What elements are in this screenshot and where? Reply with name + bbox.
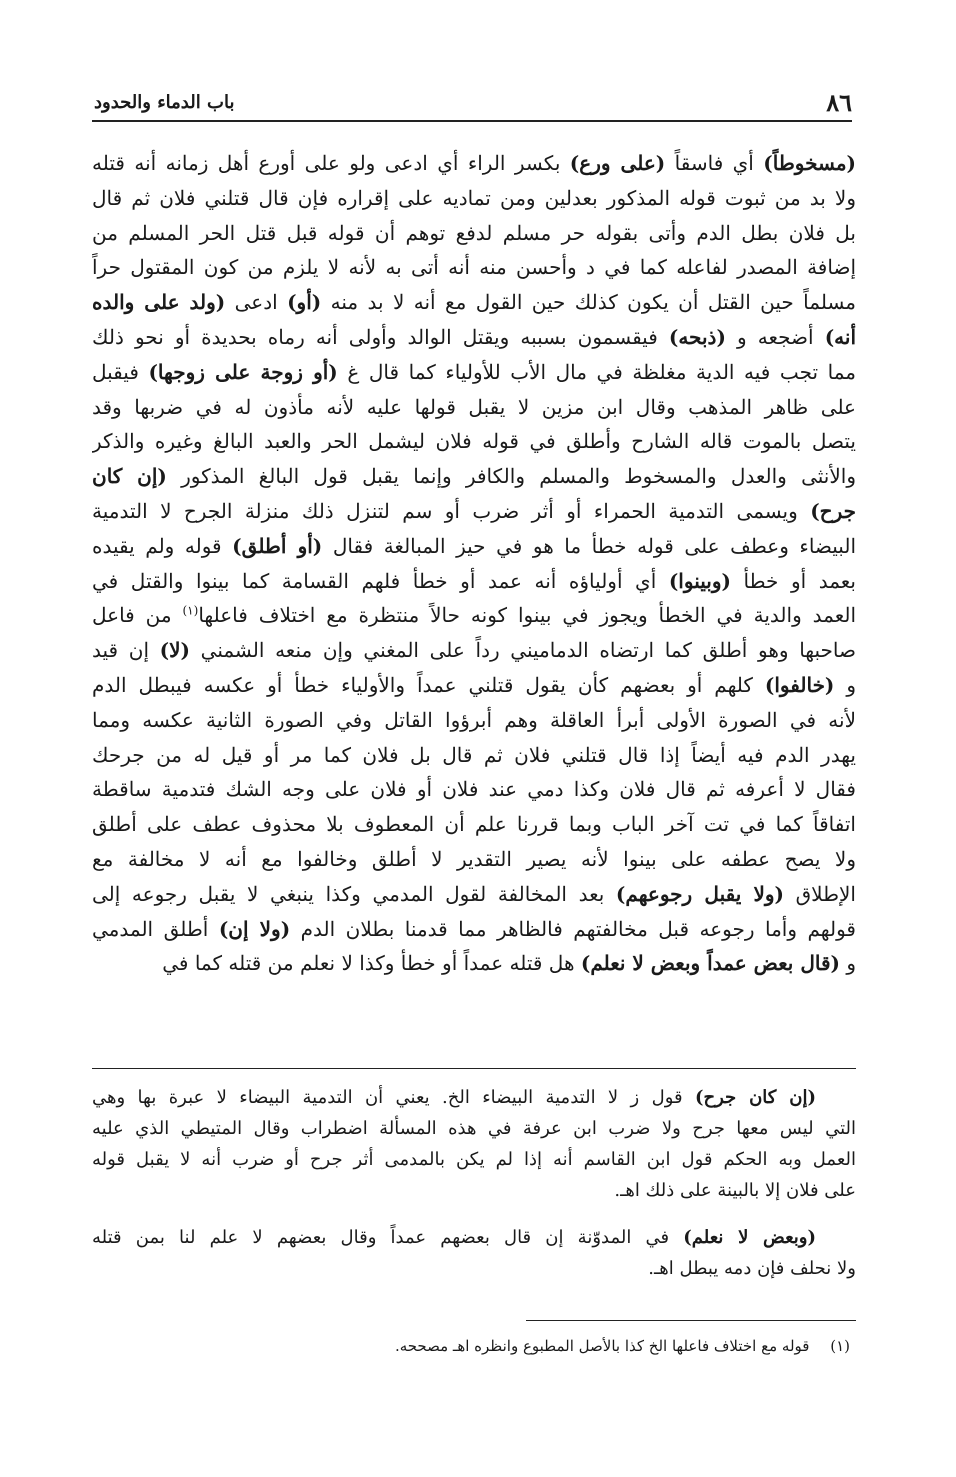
- bold-term: أنه): [824, 324, 856, 349]
- text-segment: ولا يصح عطفه على بينوا لأنه يصير التقدير لا أطلق وخالفوا مع أنه لا مخالفة مع: [92, 846, 856, 871]
- bold-term: (ولا إن): [218, 916, 291, 941]
- text-line: [92, 285, 856, 320]
- text-line: [92, 772, 856, 807]
- text-segment: ادعى: [225, 290, 288, 315]
- text-segment: أطلق المدمي: [92, 916, 219, 941]
- text-line: [92, 494, 856, 529]
- text-segment: بعمد أو خطأ: [730, 568, 856, 593]
- text-segment: ولا نحلف فإن دمه يبطل اهـ.: [648, 1258, 856, 1279]
- text-line: [92, 807, 856, 842]
- text-line: [92, 459, 856, 494]
- text-segment: كلهم أو بعضهم كأن يقول قتلني عمداً والأولياء خطأ أو عكسه فيبطل الدم: [92, 672, 765, 697]
- text-line: [92, 390, 856, 425]
- bold-term: (ذبحه): [668, 324, 726, 349]
- text-segment: أي أولياؤه أنه عمد أو خطأ فلهم القسامة كما بينوا والقتل في: [92, 568, 669, 593]
- text-segment: إن قيد: [92, 638, 160, 663]
- text-line: [92, 320, 856, 355]
- text-line: [92, 668, 856, 703]
- text-segment: بل فلان بطل الدم وأتى بقوله حر مسلم لدفع توهم أن قوله قبل قتل الحر المسلم من: [92, 220, 856, 245]
- text-line: [92, 250, 856, 285]
- bold-term: (ولد على والده: [92, 290, 226, 315]
- text-segment: اتفاقاً كما في تت آخر الباب وبما قررنا علم أن المعطوف بلا محذوف عطف على أطلق: [92, 812, 856, 837]
- text-segment: على ظاهر المذهب وقال ابن مزين لا يقبل قولها عليه لأنه مأذون له في ضربها وقد: [92, 394, 856, 419]
- text-line: [92, 633, 856, 668]
- text-segment: مسلماً حين القتل أن يكون كذلك حين القول مع أنه لا بد منه: [321, 290, 856, 315]
- text-line: [92, 216, 856, 251]
- text-line: [92, 1222, 856, 1253]
- bold-term: (مسخوطاً): [763, 151, 856, 175]
- chapter-title: باب الدماء والحدود: [94, 92, 235, 113]
- text-segment: يهدر الدم فيه أيضاً إذا قال قتلني فلان ثم قال بل فلان كما مر أو قيل له من جرحك: [92, 742, 856, 767]
- text-line: [92, 703, 856, 738]
- text-line: [92, 598, 856, 633]
- bold-term: (أو): [287, 290, 322, 315]
- text-line: [92, 1144, 856, 1175]
- text-line: [92, 738, 856, 773]
- text-line: [92, 1082, 856, 1113]
- text-line: [92, 946, 856, 981]
- footnote: [92, 1334, 856, 1358]
- text-segment: فقال لا أعرفه ثم قال فلان وكذا دمي عند فلان أو فلان على وجه الشك فتدمية ساقطة: [92, 777, 856, 802]
- text-line: [92, 424, 856, 459]
- footnote-separator: [526, 1320, 856, 1321]
- text-segment: العمد والدية في الخطأ ويجوز في بينوا كونه حالاً منتظرة مع اختلاف فاعلها: [198, 603, 856, 628]
- bold-term: (إن كان جرح): [694, 1087, 816, 1108]
- text-segment: ويسمى التدمية الحمراء أو أثر ضرب أو سم لتنزل ذلك منزلة الجرح لا التدمية: [92, 498, 811, 523]
- bold-term: (وبعض لا نعلم): [683, 1227, 816, 1248]
- text-segment: ولا بد من ثبوت قوله المذكور بعدلين ومن تماديه على إقراره فإن قال قتلني فلان ثم قال: [92, 185, 856, 210]
- text-segment: والأنثى والعدل والمسخوط والمسلم والكافر وإنما يقبل قول البالغ المذكور: [166, 464, 856, 489]
- bold-term: (على ورع): [569, 151, 666, 175]
- text-segment: من فاعل: [92, 603, 183, 628]
- text-segment: بعد المخالفة لقول المدمي وكذا ينبغي لا يقبل رجوعه إلى: [92, 881, 616, 906]
- text-line: [92, 1253, 856, 1284]
- bold-term: (أو أطلق): [232, 533, 323, 558]
- text-segment: في المدوّنة إن قال بعضهم عمداً وقال بعضهم لا علم لنا بمن قتله: [92, 1227, 684, 1248]
- text-segment: أضجعه و: [725, 324, 825, 349]
- bold-term: (قال بعض عمداً وبعض لا نعلم): [580, 951, 840, 976]
- bold-term: (وبينوا): [668, 568, 731, 593]
- footnote-reference: (١): [182, 603, 199, 618]
- text-segment: قولهم وأما رجوعه قبل مخالفتهم فالظاهر مما قدمنا بطلان الدم: [290, 916, 856, 941]
- text-segment: أي فاسقاً: [665, 151, 764, 175]
- text-line: [92, 181, 856, 216]
- commentary-notes: [92, 1082, 856, 1300]
- text-segment: صاحبها وهو أطلق كما ارتضاه الدماميني رداً على المغني وإن منعه الشمني: [190, 638, 856, 663]
- text-line: [92, 529, 856, 564]
- bold-term: (خالفوا): [764, 672, 835, 697]
- text-segment: بكسر الراء أي ادعى ولو على أورع أهل زمانه أنه قتله: [92, 151, 570, 175]
- text-line: [92, 146, 856, 181]
- text-line: [92, 842, 856, 877]
- commentary-paragraph: [92, 1222, 856, 1284]
- bold-term: (أو زوجة على زوجها): [148, 359, 338, 384]
- bold-term: (لا): [159, 638, 190, 663]
- text-segment: يتصل بالموت قاله الشارح وأطلق في قوله فلان ليشمل الحر والعبد البالغ وغيره والذكر: [92, 429, 856, 454]
- text-line: [92, 1113, 856, 1144]
- bold-term: (إن كان: [92, 464, 167, 489]
- text-segment: الإطلاق: [784, 881, 856, 906]
- text-segment: على فلان إلا بالبينة على ذلك اهـ.: [614, 1180, 856, 1201]
- text-line: [92, 877, 856, 912]
- text-segment: فيقسمون بسببه ويقتل الوالد وأولى أنه رماه بحديدة أو نحو ذلك: [92, 324, 669, 349]
- main-body-text: [92, 146, 856, 981]
- text-line: [92, 355, 856, 390]
- text-segment: و: [839, 951, 856, 976]
- text-segment: التي ليس معها جرح ولا ضرب ابن عرفة في هذه المسألة اضطراب وقال المتيطي الذي عليه: [92, 1118, 856, 1139]
- commentary-paragraph: [92, 1082, 856, 1206]
- text-segment: هل قتله عمداً أو خطأ وكذا لا نعلم من قتله كما في: [162, 951, 581, 976]
- footnote-marker: (١): [830, 1337, 850, 1355]
- text-segment: فيقبل: [92, 359, 149, 384]
- bold-term: جرح): [810, 498, 856, 523]
- text-segment: إضافة المصدر لفاعله كما في د وأحسن منه أنه أتى به لأنه لا يلزم من كون المقتول حراً: [92, 255, 856, 280]
- text-line: [92, 912, 856, 947]
- text-segment: البيضاء وعطف على قوله خطأ ما هو في حيز المبالغة فقال: [322, 533, 856, 558]
- footnote-text: قوله مع اختلاف فاعلها الخ كذا بالأصل المطبوع وانظره اهـ مصححه.: [394, 1337, 810, 1355]
- commentary-separator: [92, 1068, 856, 1069]
- text-segment: العمل وبه الحكم قول ابن القاسم أنه إذا لم يكن بالمدمى أثر جرح أو ضرب أنه لا يقبل قوله: [92, 1149, 856, 1170]
- text-line: [92, 1175, 856, 1206]
- page-number: ٨٦: [826, 88, 852, 117]
- text-segment: لأنه في الصورة الأولى أبرأ العاقلة وهم أبرؤوا القاتل وفي الصورة الثانية عكسه ومما: [92, 707, 856, 732]
- bold-term: (ولا يقبل رجوعهم): [615, 881, 785, 906]
- text-segment: قول ز لا التدمية البيضاء الخ. يعني أن التدمية البيضاء لا عبرة بها وهي: [92, 1087, 695, 1108]
- text-segment: مما تجب فيه الدية مغلظة في مال الأب للأولياء كما قال غ: [337, 359, 856, 384]
- text-line: [92, 564, 856, 599]
- text-segment: و: [834, 672, 856, 697]
- running-header: [92, 86, 852, 122]
- text-segment: قوله ولم يقيده: [92, 533, 233, 558]
